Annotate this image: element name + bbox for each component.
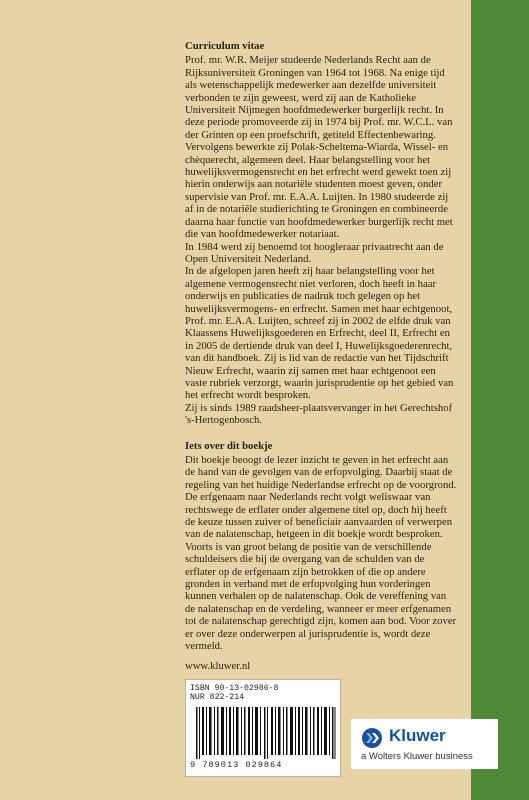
green-spine-band	[471, 0, 529, 800]
barcode	[185, 679, 341, 777]
cv-paragraph: Prof. mr. W.R. Meijer studeerde Nederlands Recht aan de Rijksuniversiteit Groningen van 1964 tot 1968. Na enige tijd als wetenschappelijk medewerker aan dezelfde universiteit verbonden te zijn geweest, werd zij aan de Katholieke Universiteit Nijmegen hoofdmedewerker burgerlijk recht. In deze periode promoveerde zij in 1974 bij Prof. mr. W.C.L. van der Grinten op een proefschrift, getiteld Effectenbewaring. Vervolgens bewerkte zij Polak-Scheltema-Wiarda, Wissel- en chèquerecht, algemeen deel. Haar belangstelling voor het huwelijksvermogensrecht en het erfrecht werd gewekt toen zij hierin onderwijs aan notariële studenten moest geven, onder supervisie van Prof. mr. E.A.A. Luijten. In 1980 studeerde zij af in de notariële studierichting te Groningen en combineerde daarna haar functie van hoofdmedewerker burgerlijk recht met die van hoofdmedewerker notariaat.	[185, 54, 453, 241]
cover-text	[185, 40, 457, 653]
publisher-tagline: a Wolters Kluwer business	[361, 751, 473, 762]
barcode-number: 9 789013 029864	[190, 760, 283, 770]
about-heading: Iets over dit boekje	[185, 439, 273, 452]
publisher-website: www.kluwer.nl	[185, 660, 251, 672]
about-text: Dit boekje beoogt de lezer inzicht te geven in het erfrecht aan de hand van de gevolgen van de erfopvolging. Daarbij staat de regeling van het huidige Nederlandse erfrecht op de voorgrond. De erfgenaam naar Nederlands recht volgt weliswaar van rechtswege de erflater onder algemene titel op, doch hij heeft de keuze tussen zuiver of beneficiair aanvaarden of verwerpen van de nalatenschap, hetgeen in dit boekje wordt besproken. Voorts is van groot belang de positie van de verschillende schuldeisers die bij de overgang van de schulden van de erflater op de erfgenaam zijn betrokken of die op andere gronden in verband met de erfopvolging hun vorderingen kunnen verhalen op de nalatenschap. Ook de vereffening van de nalatenschap en de verdeling, wanneer er meer erfgenamen tot de nalatenschap gerechtigd zijn, komen aan bod. Voor zover er over deze onderwerpen al jurisprudentie is, wordt deze vermeld.	[185, 454, 457, 653]
publisher-logo-block	[351, 719, 498, 769]
cv-paragraph: Zij is sinds 1989 raadsheer-plaatsvervanger in het Gerechtshof 's-Hertogenbosch.	[185, 401, 453, 427]
nur-label: NUR 822-214	[190, 693, 245, 702]
cv-paragraph: In de afgelopen jaren heeft zij haar belangstelling voor het algemene vermogensrecht niet verloren, doch heeft in haar onderwijs en publicaties de nadruk toch gelegen op het huwelijksvermogens- en erfrecht. Samen met haar echtgenoot, Prof. mr. E.A.A. Luijten, schreef zij in 2002 de elfde druk van Klaassens Huwelijksgoederen en Erfrecht, deel II, Erfrecht en in 2005 de dertiende druk van deel I, Huwelijksgoederenrecht, van dit handboek. Zij is lid van de redactie van het Tijdschrift Nieuw Erfrecht, waarin zij samen met haar echtgenoot een vaste rubriek verzorgt, waarin jurisprudentie op het gebied van het erfrecht wordt besproken.	[185, 265, 454, 402]
kluwer-logo-icon	[361, 727, 383, 749]
isbn-label: ISBN 90-13-02986-8	[190, 684, 279, 693]
barcode-bars	[196, 707, 336, 759]
cv-heading: Curriculum vitae	[185, 40, 265, 52]
publisher-name: Kluwer	[389, 726, 446, 745]
cv-paragraph: In 1984 werd zij benoemd tot hoogleraar privaatrecht aan de Open Universiteit Nederland.	[185, 240, 444, 265]
